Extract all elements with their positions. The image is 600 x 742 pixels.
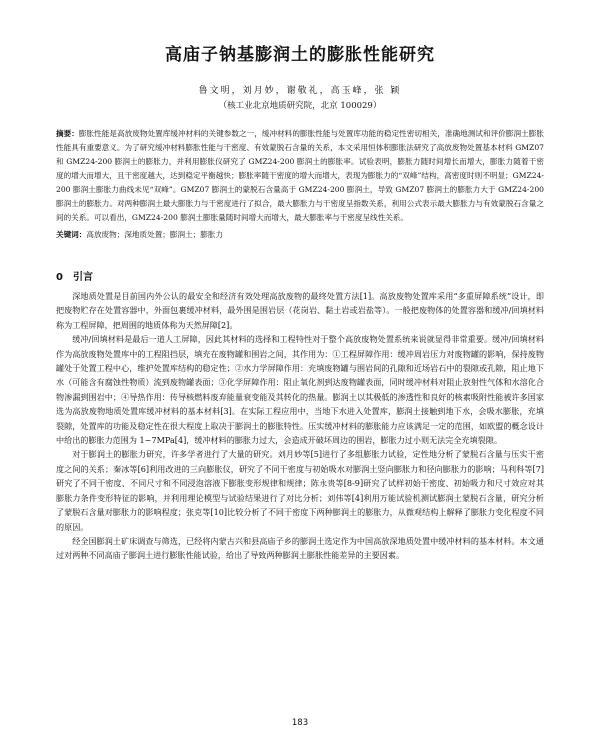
keywords-label: 关键词： [56, 230, 87, 239]
body-paragraph: 缓冲/回填材料是最后一道人工屏障，因此其材料的选择和工程特性对于整个高放废物处置系统来说就显得非常重要。缓冲/回填材料作为高放废物处置库中的工程阻挡层，填充在废物罐和围岩之间，其作用为：①工程屏障作用：缓冲周岩压力对废物罐的影响，保持废物罐处于处置工程中心，维护处置库结构的稳定性；②水力学屏障作用：充填废物罐与围岩间的孔隙和近场岩石中的裂隙或孔隙，阻止地下水（可能含有腐蚀性物质）流到废物罐表面；③化学屏障作用：阻止氧化剂到达废物罐表面，同时缓冲材料对阻止放射性气体和水溶化合物渗漏到围岩中；④导热作用：传导核燃料废弃能量衰变能及其转化的热量。膨润土以其极低的渗透性和良好的核素吸附性能被许多国家选为高放废物地质处置库缓冲材料的基本材料[3]。在实际工程应用中，当地下水进入处置库，膨润土接触到地下水，会吸水膨胀，充填裂隙，处置库的功能及稳定性在很大程度上取决于膨润土的膨胀特性。压实缓冲材料的膨胀能力应该满足一定的范围，如欧盟的概念设计中给出的膨胀力范围为 1~7MPa[4]，缓冲材料的膨胀力过大，会造成开破坏周边的围岩，膨胀力过小则无法完全充填裂隙。 [56, 334, 544, 446]
abstract-text: 膨胀性能是高放废物处置库缓冲材料的关键参数之一，缓冲材料的膨胀性能与处置库功能的稳定性密切相关，准确地测试和评价膨润土膨胀性能具有重要意义。为了研究缓冲材料膨胀性能与干密度、有效蒙脱石含量的关系，本文采用恒体积膨胀法研究了高放废物处置基本材料 GMZ07 和 GMZ24-200 膨润土的膨胀力，并利用膨胀仪研究了 GMZ24-200 膨润土的膨胀率。试验表明，膨胀力随时间增长而增大，膨胀力随着干密度的增大而增大，且干密度越大，达到稳定平衡越快；膨胀率随干密度的增大而增大，表现为膨胀力的“双峰”结构，高密度时则不明显；GMZ24-200 膨润土膨胀力曲线未见“双峰”。GMZ07 膨润土的蒙脱石含量高于 GMZ24-200 膨润土，导致 GMZ07 膨润土的膨胀力大于 GMZ24-200 膨润土的膨胀力。对两种膨润土最大膨胀力与干密度进行了拟合，最大膨胀力与干密度呈指数关系，利用公式表示最大膨胀力与有效蒙脱石含量之间的关系。可以看出，GMZ24-200 膨润土膨胀量随时间增大而增大，最大膨胀率与干密度呈线性关系。 [56, 129, 545, 222]
body-paragraph: 对于膨润土的膨胀力研究，许多学者进行了大量的研究。刘月妙等[5]进行了多组膨胀力试验，定性地分析了蒙脱石含量与压实干密度之间的关系；秦冰等[6]利用改进的三向膨胀仪，研究了不同干密度与初始吸水对膨润土竖向膨胀力和径向膨胀力的影响；马利科等[7]研究了不同干密度、不同尺寸和不同浸泡溶液下膨胀变形规律和规律；陈永贵等[8-9]研究了试样初始干密度、初始吸力和尺寸效应对其膨胀力条件变形特征的影响，并利用理论模型与试验结果进行了对比分析；刘伟等[4]利用万能试验机测试膨润土蒙脱石含量，研究分析了蒙脱石含量对膨胀力的影响程度；张克等[10]比较分析了不同干密度下两种膨润土的膨胀力，从微观结构上解释了膨胀力变化程度不同的原因。 [56, 449, 544, 532]
affiliation: （核工业北京地质研究院，北京 100029） [218, 101, 382, 111]
keywords-text: 高放废物；深地质处置；膨润土；膨胀力 [86, 230, 224, 239]
keywords [56, 228, 544, 242]
abstract-label: 摘要： [56, 129, 79, 138]
paper-title: 高庙子钠基膨润土的膨胀性能研究 [165, 45, 435, 65]
page-number: 183 [291, 718, 309, 728]
body-paragraph: 经全国膨润土矿床调查与筛选，已经将内蒙古兴和县高庙子乡的膨润土选定作为中国高放深地质处置中缓冲材料的基本材料。本文通过对两种不同高庙子膨润土进行膨胀性能试验，给出了导致两种膨润土膨胀性能差异的主要因素。 [56, 535, 544, 561]
section-title: 引言 [72, 272, 93, 283]
section-number: 0 [56, 272, 63, 283]
section-heading [56, 268, 544, 283]
abstract [56, 127, 544, 225]
body-paragraph: 深地质处置是目前国内外公认的最安全和经济有效处理高放废物的最终处置方法[1]。高放废物处置库采用“多重屏障系统”设计，即把废物贮存在处置容器中，外面包裹缓冲材料，最外围是围岩层（花岗岩、黏土岩或岩盐等）。一般把废物体的处置容器和缓冲/回填材料称为工程屏障，把周围的地质体称为天然屏障[2]。 [56, 291, 544, 330]
author-list: 鲁文明，刘月妙，谢敬礼，高玉峰，张 颖 [198, 86, 402, 96]
